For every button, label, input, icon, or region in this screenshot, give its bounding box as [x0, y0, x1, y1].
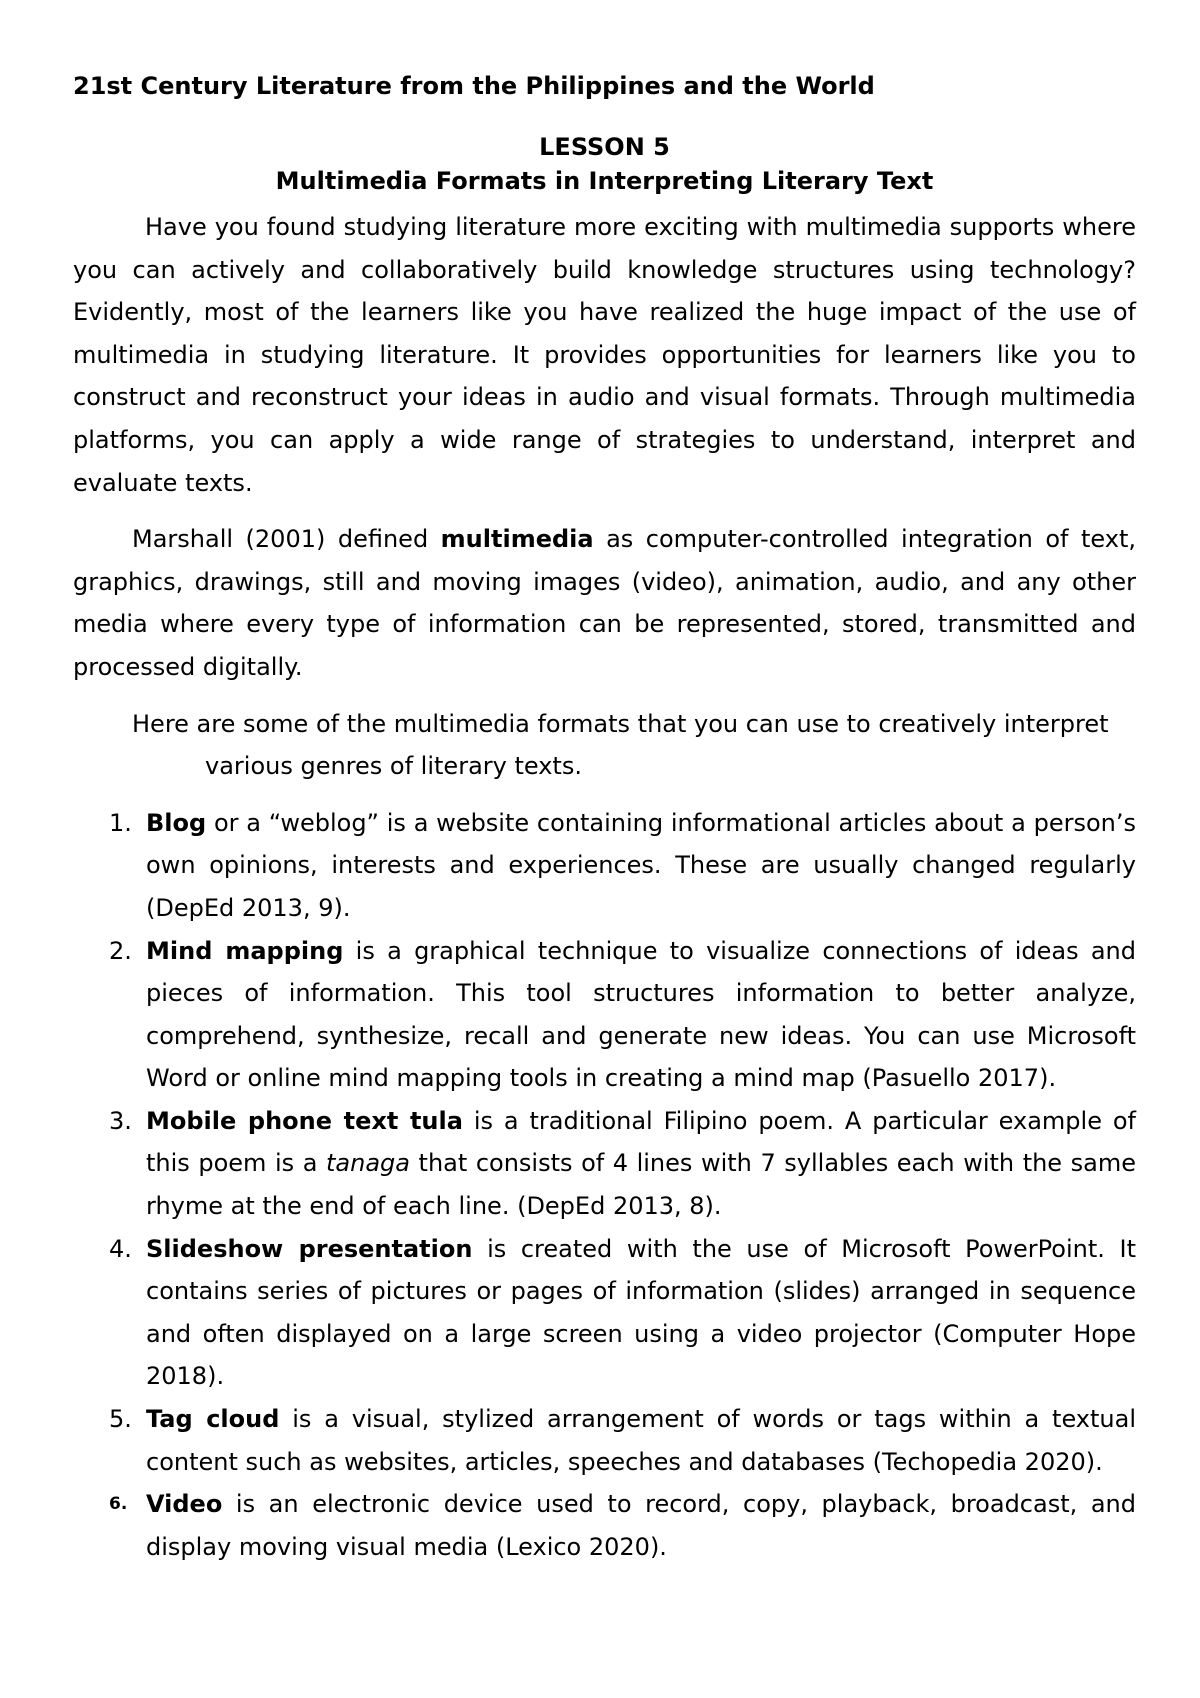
format-description: is created with the use of Microsoft PowerPoint. It contains series of pictures or pages of information (slides) arranged in sequence and often displayed on a large screen using a video projector (Computer Hope 2018). — [146, 1234, 1136, 1391]
list-item-mind-mapping — [73, 930, 1136, 1100]
list-item-video — [73, 1483, 1136, 1568]
format-description-end: that consists of 4 lines with 7 syllables each with the same rhyme at the end of each line. (DepEd 2013, 8). — [146, 1149, 1136, 1221]
format-term: Tag cloud — [146, 1405, 280, 1434]
format-description: is a visual, stylized arrangement of words or tags within a textual content such as websites, articles, speeches and databases (Techopedia 2020). — [146, 1405, 1137, 1476]
format-description: is a graphical technique to visualize connections of ideas and pieces of information. This tool structures information to better analyze, comprehend, synthesize, recall and generate new ideas. You can use Microsoft Word or online mind mapping tools in creating a mind map (Pasuello 2017). — [146, 936, 1136, 1093]
format-term: Video — [146, 1490, 223, 1519]
list-item-slideshow-presentation — [73, 1228, 1136, 1398]
definition-text-end: as computer-controlled integration of text, graphics, drawings, still and moving images (video), animation, audio, and any other media where every type of information can be represented, stored, transmitted and processed digitally. — [73, 525, 1136, 681]
format-term: Blog — [146, 808, 207, 837]
multimedia-formats-list — [73, 802, 1136, 1569]
definition-paragraph — [73, 518, 1136, 688]
formats-intro-paragraph: Here are some of the multimedia formats that you can use to creatively interpret various genres of literary texts. — [132, 709, 1109, 781]
format-term: Mobile phone text tula — [146, 1106, 463, 1135]
course-title: 21st Century Literature from the Philippines and the World — [73, 72, 875, 100]
list-number: 6. — [109, 1494, 128, 1515]
list-item-mobile-phone-text-tula — [73, 1100, 1136, 1228]
list-number: 2. — [109, 936, 132, 965]
format-emphasis: tanaga — [325, 1149, 410, 1178]
list-number: 1. — [109, 808, 132, 837]
lesson-title: Multimedia Formats in Interpreting Literary Text — [275, 167, 934, 195]
lesson-number: LESSON 5 — [539, 133, 670, 161]
format-description: is an electronic device used to record, copy, playback, broadcast, and display moving visual media (Lexico 2020). — [146, 1490, 1136, 1561]
definition-text-start: Marshall (2001) defined — [132, 525, 441, 554]
list-item-blog — [73, 802, 1136, 930]
lesson-heading — [73, 130, 1136, 198]
format-description-start: is a traditional Filipino poem. A particular example of this poem is a — [146, 1106, 1136, 1178]
format-term: Slideshow presentation — [146, 1234, 473, 1263]
format-term: Mind mapping — [146, 936, 344, 965]
intro-paragraph: Have you found studying literature more exciting with multimedia supports where you can actively and collaboratively build knowledge structures using technology? Evidently, most of the learners like you have realized the huge impact of the use of multimedia in studying literature. It provides opportunities for learners like you to construct and reconstruct your ideas in audio and visual formats. Through multimedia platforms, you can apply a wide range of strategies to understand, interpret and evaluate texts. — [73, 213, 1136, 497]
format-description: or a “weblog” is a website containing informational articles about a person’s own opinions, interests and experiences. These are usually changed regularly (DepEd 2013, 9). — [146, 808, 1136, 922]
definition-term: multimedia — [440, 525, 594, 554]
list-number: 5. — [109, 1405, 132, 1434]
list-number: 3. — [109, 1106, 132, 1135]
list-item-tag-cloud — [73, 1398, 1136, 1483]
list-number: 4. — [109, 1234, 132, 1263]
